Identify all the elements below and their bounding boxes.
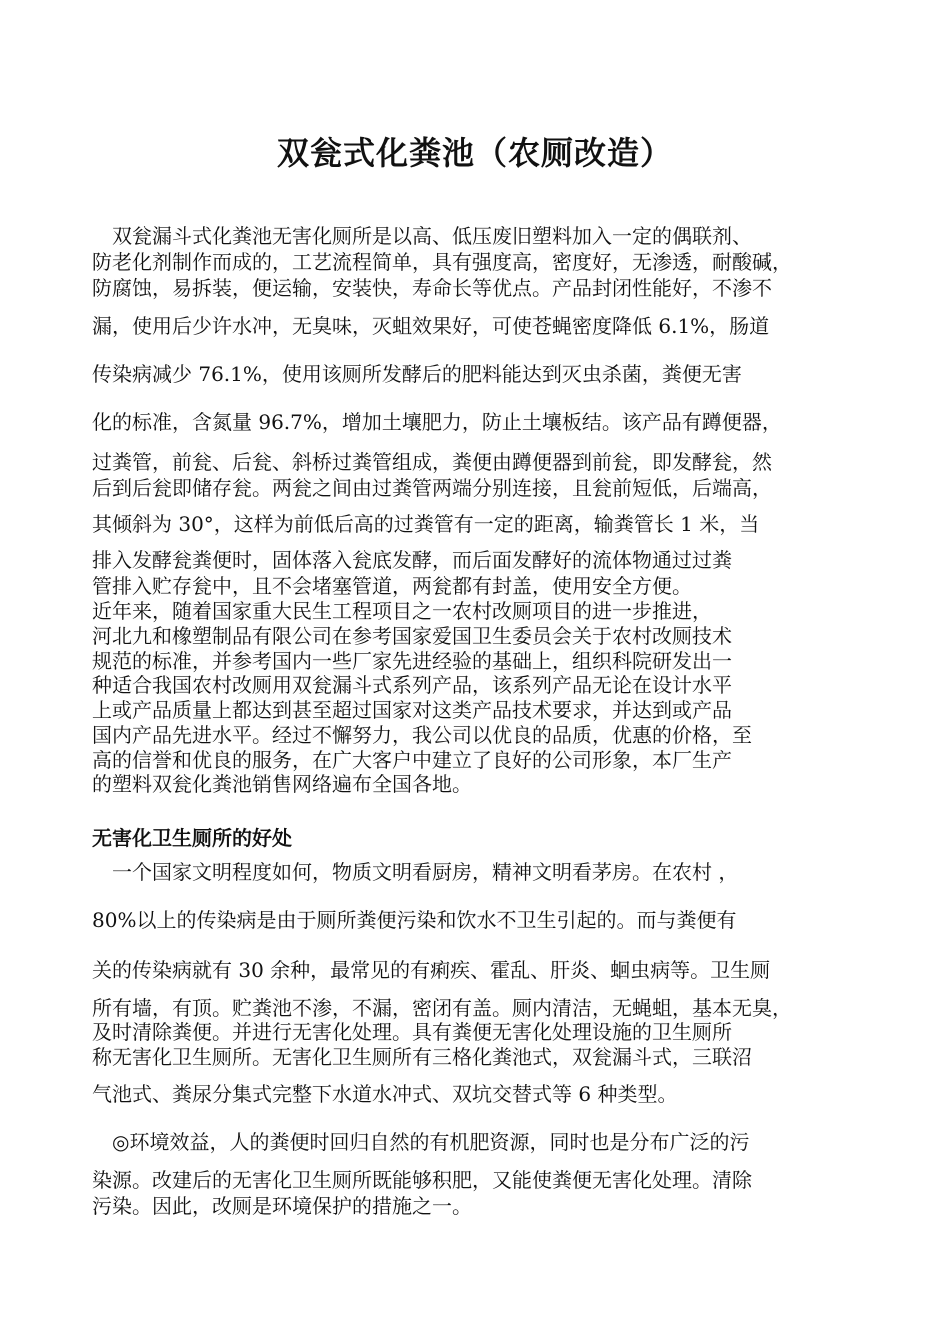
paragraph-line: 一个国家文明程度如何，物质文明看厨房，精神文明看茅房。在农村 ， <box>92 860 739 884</box>
paragraph-line: ◎环境效益，人的粪便时回归自然的有机肥资源，同时也是分布广泛的污 <box>92 1130 750 1154</box>
paragraph-line: 80%以上的传染病是由于厕所粪便污染和饮水不卫生引起的。而与粪便有 <box>92 908 737 932</box>
paragraph-line: 国内产品先进水平。经过不懈努力，我公司以优良的品质，优惠的价格，至 <box>92 723 752 747</box>
paragraph-line: 称无害化卫生厕所。无害化卫生厕所有三格化粪池式，双瓮漏斗式，三联沼 <box>92 1045 752 1069</box>
paragraph-line: 高的信誉和优良的服务，在广大客户中建立了良好的公司形象，本厂生产 <box>92 748 732 772</box>
paragraph-line: 漏，使用后少许水冲，无臭味，灭蛆效果好，可使苍蝇密度降低 6.1%，肠道 <box>92 314 770 338</box>
paragraph-line: 所有墙，有顶。贮粪池不渗，不漏，密闭有盖。厕内清洁，无蝇蛆，基本无臭， <box>92 996 792 1020</box>
page-title: 双瓮式化粪池（农厕改造） <box>276 134 673 172</box>
paragraph-line: 化的标准，含氮量 96.7%，增加土壤肥力，防止土壤板结。该产品有蹲便器， <box>92 410 782 434</box>
paragraph-line: 防老化剂制作而成的，工艺流程简单，具有强度高，密度好，无渗透，耐酸碱， <box>92 250 792 274</box>
paragraph-line: 排入发酵瓮粪便时，固体落入瓮底发酵，而后面发酵好的流体物通过过粪 <box>92 548 732 572</box>
paragraph-line: 防腐蚀，易拆装，便运输，安装快，寿命长等优点。产品封闭性能好，不渗不 <box>92 276 772 300</box>
paragraph-line: 过粪管，前瓮、后瓮、斜桥过粪管组成，粪便由蹲便器到前瓮，即发酵瓮，然 <box>92 450 772 474</box>
paragraph-line: 规范的标准，并参考国内一些厂家先进经验的基础上，组织科院研发出一 <box>92 649 732 673</box>
paragraph-line: 及时清除粪便。并进行无害化处理。具有粪便无害化处理设施的卫生厕所 <box>92 1020 732 1044</box>
paragraph-line: 染源。改建后的无害化卫生厕所既能够积肥，又能使粪便无害化处理。清除 <box>92 1168 752 1192</box>
paragraph-line: 后到后瓮即储存瓮。两瓮之间由过粪管两端分别连接，且瓮前短低，后端高， <box>92 476 772 500</box>
paragraph-line: 河北九和橡塑制品有限公司在参考国家爱国卫生委员会关于农村改厕技术 <box>92 624 732 648</box>
paragraph-line: 其倾斜为 30°，这样为前低后高的过粪管有一定的距离，输粪管长 1 米，当 <box>92 512 760 536</box>
paragraph-line: 近年来，随着国家重大民生工程项目之一农村改厕项目的进一步推进， <box>92 599 712 623</box>
paragraph-line: 气池式、粪尿分集式完整下水道水冲式、双坑交替式等 6 种类型。 <box>92 1082 678 1106</box>
paragraph-line: 传染病减少 76.1%，使用该厕所发酵后的肥料能达到灭虫杀菌，粪便无害 <box>92 362 742 386</box>
paragraph-line: 上或产品质量上都达到甚至超过国家对这类产品技术要求，并达到或产品 <box>92 698 732 722</box>
paragraph-line: 种适合我国农村改厕用双瓮漏斗式系列产品，该系列产品无论在设计水平 <box>92 673 732 697</box>
paragraph-line: 污染。因此，改厕是环境保护的措施之一。 <box>92 1194 472 1218</box>
paragraph-line: 管排入贮存瓮中，且不会堵塞管道，两瓮都有封盖，使用安全方便。 <box>92 574 692 598</box>
paragraph-line: 双瓮漏斗式化粪池无害化厕所是以高、低压废旧塑料加入一定的偶联剂、 <box>92 224 752 248</box>
paragraph-line: 关的传染病就有 30 余种，最常见的有痢疾、霍乱、肝炎、蛔虫病等。卫生厕 <box>92 958 771 982</box>
section-heading: 无害化卫生厕所的好处 <box>92 826 292 850</box>
paragraph-line: 的塑料双瓮化粪池销售网络遍布全国各地。 <box>92 772 472 796</box>
